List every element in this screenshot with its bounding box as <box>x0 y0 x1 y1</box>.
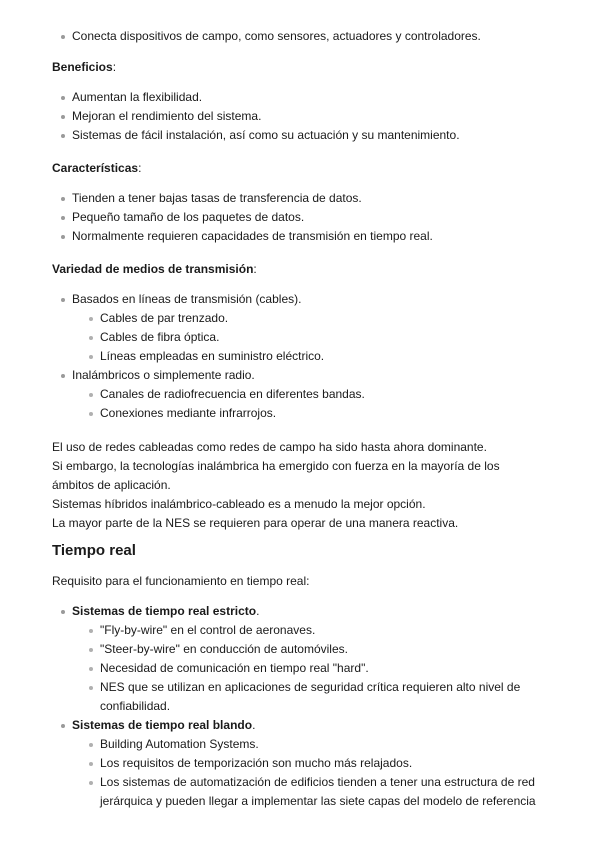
list-item: Canales de radiofrecuencia en diferentes bandas. <box>0 385 600 404</box>
paragraph-line: Si embargo, la tecnologías inalámbrica ha emergido con fuerza en la mayoría de los <box>52 459 500 473</box>
medios-list <box>0 290 600 423</box>
list-item: "Fly-by-wire" en el control de aeronaves. <box>0 621 600 640</box>
caracteristicas-heading: Características: <box>52 161 142 175</box>
nested-list <box>0 385 600 423</box>
paragraph-line: Sistemas híbridos inalámbrico-cableado es a menudo la mejor opción. <box>52 497 426 511</box>
list-item: Building Automation Systems. <box>0 735 600 754</box>
top-list-section <box>0 27 600 46</box>
list-item: Sistemas de fácil instalación, así como su actuación y su mantenimiento. <box>0 126 600 145</box>
list-item: Cables de par trenzado. <box>0 309 600 328</box>
list-item: Cables de fibra óptica. <box>0 328 600 347</box>
list-item-line: jerárquica y pueden llegar a implementar las siete capas del modelo de referencia <box>100 794 536 808</box>
list-item-label: Inalámbricos o simplemente radio. <box>72 368 255 382</box>
beneficios-list <box>0 88 600 145</box>
tiempo-real-list <box>0 602 600 811</box>
caracteristicas-section <box>0 189 600 246</box>
list-item-label: Sistemas de tiempo real blando. <box>72 718 256 732</box>
list-item: Conexiones mediante infrarrojos. <box>0 404 600 423</box>
tiempo-real-section <box>0 602 600 811</box>
list-item: Necesidad de comunicación en tiempo real "hard". <box>0 659 600 678</box>
paragraph-line: El uso de redes cableadas como redes de campo ha sido hasta ahora dominante. <box>52 440 487 454</box>
list-item: Pequeño tamaño de los paquetes de datos. <box>0 208 600 227</box>
list-item-line: NES que se utilizan en aplicaciones de seguridad crítica requieren alto nivel de <box>100 680 521 694</box>
section-title: Tiempo real <box>52 542 136 559</box>
nested-list <box>0 735 600 811</box>
list-item: Mejoran el rendimiento del sistema. <box>0 107 600 126</box>
paragraph-line: La mayor parte de la NES se requieren para operar de una manera reactiva. <box>52 516 459 530</box>
list-item-line: Los sistemas de automatización de edificios tienden a tener una estructura de red <box>100 775 535 789</box>
medios-heading: Variedad de medios de transmisión: <box>52 262 257 276</box>
list-item: "Steer-by-wire" en conducción de automóviles. <box>0 640 600 659</box>
list-item-label: Sistemas de tiempo real estricto. <box>72 604 260 618</box>
beneficios-section <box>0 88 600 145</box>
list-item: Líneas empleadas en suministro eléctrico. <box>0 347 600 366</box>
nested-list <box>0 309 600 366</box>
list-item <box>0 773 600 811</box>
list-item <box>0 602 600 716</box>
beneficios-heading: Beneficios: <box>52 60 117 74</box>
list-item: Aumentan la flexibilidad. <box>0 88 600 107</box>
list-item: Los requisitos de temporización son mucho más relajados. <box>0 754 600 773</box>
list-item <box>0 366 600 423</box>
medios-section <box>0 290 600 423</box>
list-item-line: confiabilidad. <box>100 699 171 713</box>
list-item <box>0 290 600 366</box>
list-item <box>0 716 600 811</box>
list-item-label: Basados en líneas de transmisión (cables). <box>72 292 302 306</box>
list-item: Normalmente requieren capacidades de transmisión en tiempo real. <box>0 227 600 246</box>
list-item <box>0 678 600 716</box>
paragraph-line: ámbitos de aplicación. <box>52 478 171 492</box>
nested-list <box>0 621 600 716</box>
list-item: Conecta dispositivos de campo, como sensores, actuadores y controladores. <box>0 27 600 46</box>
top-list <box>0 27 600 46</box>
list-item: Tienden a tener bajas tasas de transferencia de datos. <box>0 189 600 208</box>
intro-text: Requisito para el funcionamiento en tiempo real: <box>52 574 310 588</box>
caracteristicas-list <box>0 189 600 246</box>
body-paragraph <box>52 438 552 533</box>
